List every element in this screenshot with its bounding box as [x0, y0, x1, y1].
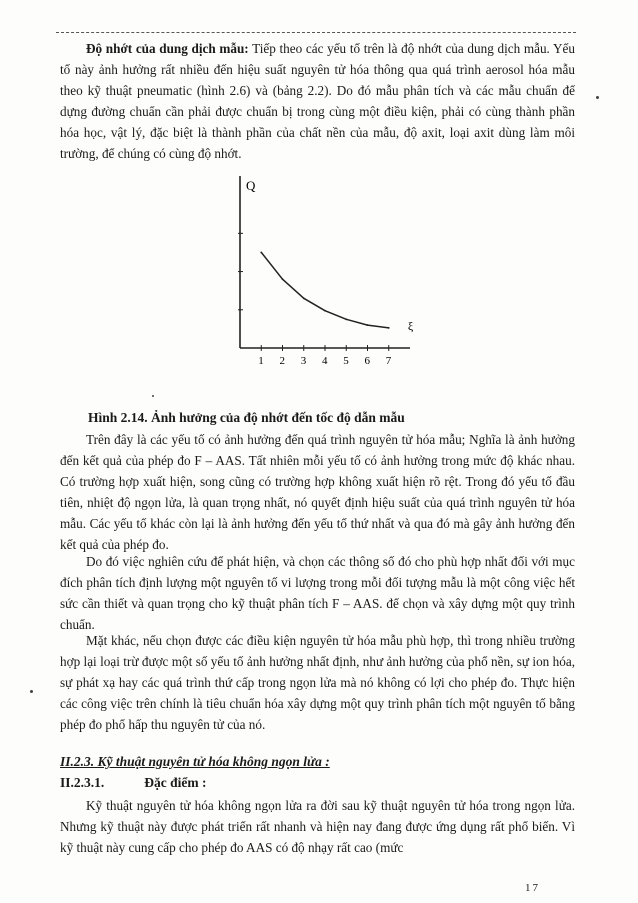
x-tick-label: 2 [279, 355, 285, 367]
data-point [388, 327, 390, 329]
scan-speck [152, 395, 154, 397]
page-number: 17 [525, 882, 540, 894]
paragraph-conditions: Mặt khác, nếu chọn được các điều kiện nguyên tử hóa mẫu phù hợp, thì trong nhiều trường hợp lại loại trừ được một số yếu tố ảnh hưởng nhất định, như ảnh hưởng của phổ nền, sự ion hóa, sự phát xạ hay các quá trình thứ cấp trong ngọn lửa mà nó không có lợi cho phép đo. Thực hiện các công việc trên chính là tiêu chuẩn hóa xây dựng một quy trình phân tích một nguyên tố bằng phép đo phổ hấp thu nguyên tử của nó. [60, 633, 575, 732]
paragraph-selection: Do đó việc nghiên cứu để phát hiện, và chọn các thông số đó cho phù hợp nhất đối với mục đích phân tích định lượng một nguyên tố vi lượng trong mỗi đối tượng mẫu là một công việc hết sức cần thiết và quan trọng cho kỹ thuật phân tích F – AAS. để chọn và xây dựng một quy trình chuẩn. [60, 554, 575, 632]
top-rule [56, 32, 576, 33]
paragraph-viscosity [60, 38, 575, 164]
x-tick-label: 5 [343, 355, 349, 367]
data-point [303, 297, 305, 299]
data-point [345, 318, 347, 320]
paragraph-heading: Độ nhớt của dung dịch mẫu: [86, 41, 249, 56]
scan-speck [30, 690, 33, 693]
x-axis-label: ξ [407, 319, 414, 333]
paragraph-factors: Trên đây là các yếu tố có ảnh hưởng đến quá trình nguyên tử hóa mẫu; Nghĩa là ảnh hưởng đến kết quả của phép đo F – AAS. Tất nhiên mỗi yếu tố có ảnh hưởng trong mức độ khác nhau. Có trường hợp xuất hiện, song cũng có trường hợp không xuất hiện rõ rệt. Trong đó yếu tố đầu tiên, nhiệt độ ngọn lửa, là quan trọng nhất, nó quyết định hiệu suất của quá trình nguyên tử hóa mẫu. Các yếu tố khác còn lại là ảnh hưởng đến yếu tố thứ nhất và qua đó mà gây ảnh hưởng đến kết quả của phép đo. [60, 432, 575, 552]
figure-caption: Hình 2.14. Ảnh hưởng của độ nhớt đến tốc độ dẫn mẫu [88, 410, 405, 425]
x-tick-label: 6 [364, 355, 370, 367]
x-tick-label: 1 [258, 355, 264, 367]
subsection-heading: II.2.3.1. Đặc điểm : [60, 775, 207, 790]
data-point [324, 310, 326, 312]
y-axis-label: Q [246, 178, 256, 193]
data-point [260, 252, 262, 254]
data-point [367, 324, 369, 326]
viscosity-figure [220, 168, 420, 378]
x-tick-label: 3 [300, 355, 307, 367]
paragraph-flameless: Kỹ thuật nguyên tử hóa không ngọn lửa ra đời sau kỹ thuật nguyên tử hóa trong ngọn lửa. Nhưng kỹ thuật này được phát triển rất nhanh và hiện nay đang được ứng dụng rất phổ biến. Vì kỹ thuật này cung cấp cho phép đo AAS có độ nhạy rất cao (mức [60, 798, 575, 855]
x-tick-label: 7 [385, 355, 392, 367]
paragraph-text: Tiếp theo các yếu tố trên là độ nhớt của dung dịch mẫu. Yếu tố này ảnh hưởng rất nhiều đến hiệu suất nguyên tử hóa thông qua quá trình aerosol hóa mẫu theo kỹ thuật pneumatic (hình 2.6) và (bảng 2.2). Do đó mẫu phân tích và các mẫu chuẩn để dựng đường chuẩn cần phải được chuẩn bị trong cùng một điều kiện, phải có cùng thành phần hóa học, vật lý, đặc biệt là thành phần của chất nền của mẫu, độ axit, loại axit dùng làm môi trường, để chúng có cùng độ nhớt. [60, 41, 575, 161]
scan-speck [596, 96, 599, 99]
x-tick-label: 4 [322, 355, 328, 367]
viscosity-curve [261, 252, 389, 328]
data-point [282, 278, 284, 280]
section-heading: II.2.3. Kỹ thuật nguyên tử hóa không ngọn lửa : [60, 754, 330, 769]
